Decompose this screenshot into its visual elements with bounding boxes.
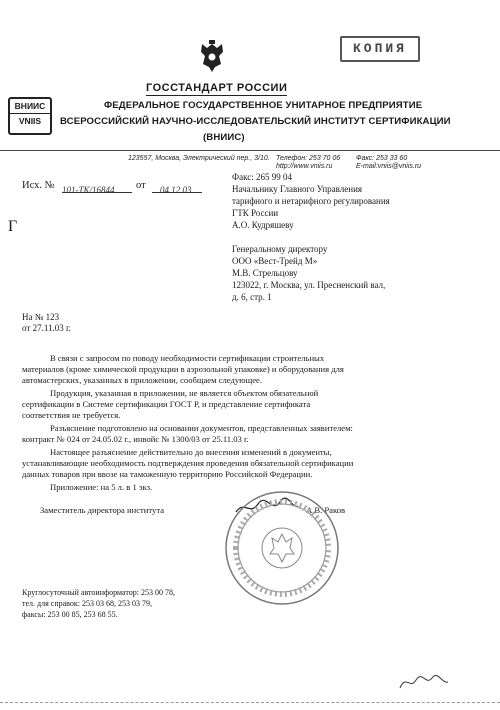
vniis-logo-en: VNIIS — [18, 116, 42, 126]
in-reply-number: На № 123 — [22, 312, 60, 322]
attachment-note: Приложение: на 5 л. в 1 экз. — [50, 482, 153, 492]
recipient1-line2: тарифного и нетарифного регулирования — [232, 196, 390, 206]
footer-info-phones: тел. для справок: 253 03 68, 253 03 79, — [22, 599, 152, 608]
outgoing-number: 101-ТК/16844 — [62, 185, 115, 195]
recipient2-line1: Генеральному директору — [232, 244, 328, 254]
in-reply-date: от 27.11.03 г. — [22, 323, 71, 333]
institute-phone: Телефон: 253 70 06 — [276, 155, 341, 162]
page-bottom-edge — [0, 702, 500, 703]
coat-of-arms-icon — [198, 40, 226, 74]
org-name-line1: ФЕДЕРАЛЬНОЕ ГОСУДАРСТВЕННОЕ УНИТАРНОЕ ПРЕДПРИЯТИЕ — [104, 100, 423, 111]
paragraph4-line1: Настоящее разъяснение действительно до внесения изменений в документы, — [50, 447, 332, 457]
paragraph2-line3: соответствия не требуется. — [22, 410, 121, 420]
recipient2-line5: д. 6, стр. 1 — [232, 292, 272, 302]
gosstandart-title: ГОССТАНДАРТ РОССИИ — [146, 82, 288, 94]
institute-email: E-mail:vniis@vniis.ru — [356, 163, 422, 170]
recipient2-line4: 123022, г. Москва, ул. Пресненский вал, — [232, 280, 386, 290]
initials-scribble — [398, 670, 450, 692]
paragraph1-line2: материалов (кроме химической продукции в аэрозольной упаковке) и оборудования для — [22, 364, 344, 374]
paragraph3-line1: Разъяснение подготовлено на основании документов, представленных заявителем: — [50, 423, 353, 433]
institute-address: 123557, Москва, Электрический пер., 3/10. — [128, 155, 270, 162]
vniis-logo — [8, 97, 52, 135]
institute-fax: Факс: 253 33 60 — [356, 155, 408, 162]
copy-stamp: КОПИЯ — [340, 36, 420, 62]
signatory-name: А.В. Раков — [306, 505, 346, 515]
outgoing-date: 04.12.03 — [160, 185, 192, 195]
paragraph4-line2: устанавливающие необходимость подтверждения проведения обязательной сертификации — [22, 458, 354, 468]
paragraph4-line3: данных товаров при ввозе на таможенную территорию Российской Федерации. — [22, 469, 313, 479]
recipient2-line3: М.В. Стрельцову — [232, 268, 298, 278]
recipient-fax: Факс: 265 99 04 — [232, 172, 292, 182]
institute-web: http://www.vniis.ru — [276, 163, 333, 170]
paragraph3-line2: контракт № 024 от 24.05.02 г., инвойс № 1300/03 от 25.11.03 г. — [22, 434, 249, 444]
org-name-line2: ВСЕРОССИЙСКИЙ НАУЧНО-ИССЛЕДОВАТЕЛЬСКИЙ ИНСТИТУТ СЕРТИФИКАЦИИ — [60, 116, 451, 127]
paragraph1-line3: автомастерских, указанных в приложении, сообщаем следующее. — [22, 375, 262, 385]
paragraph2-line1: Продукция, указанная в приложении, не является объектом обязательной — [50, 388, 319, 398]
vniis-logo-ru: ВНИИС — [10, 99, 50, 114]
header-divider — [0, 150, 500, 151]
paragraph2-line2: сертификации в Системе сертификации ГОСТ Р, и представление сертификата — [22, 399, 311, 409]
paragraph1-line1: В связи с запросом по поводу необходимости сертификации строительных — [50, 353, 325, 363]
footer-faxes: факсы: 253 00 85, 253 68 55. — [22, 610, 118, 619]
org-name-line3: (ВНИИС) — [203, 132, 245, 143]
footer-autoinformer: Круглосуточный автоинформатор: 253 00 78, — [22, 588, 175, 597]
signatory-position: Заместитель директора института — [40, 505, 165, 515]
outgoing-number-line — [62, 180, 132, 193]
address-bracket: Г — [8, 218, 18, 235]
recipient2-line2: ООО «Вест-Трейд М» — [232, 256, 318, 266]
outgoing-label: Исх. № — [22, 180, 55, 191]
recipient1-line3: ГТК России — [232, 208, 279, 218]
round-seal-icon — [222, 488, 342, 608]
recipient1-line1: Начальнику Главного Управления — [232, 184, 363, 194]
outgoing-date-line — [152, 180, 202, 193]
recipient1-line4: А.О. Кудряшеву — [232, 220, 294, 230]
outgoing-from-label: от — [136, 180, 146, 191]
